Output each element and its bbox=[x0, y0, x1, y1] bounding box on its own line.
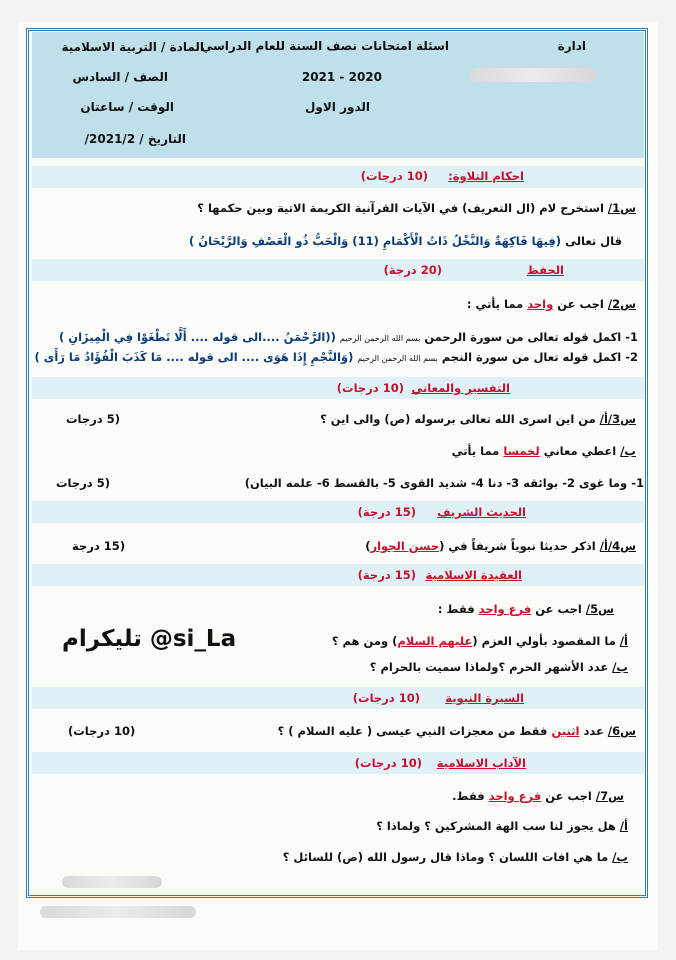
q3-a-marks: (5 درجات bbox=[66, 412, 120, 426]
q6-text-highlight: اثنين bbox=[551, 724, 580, 738]
question-3a bbox=[320, 412, 636, 426]
q1-verse: (فِيهَا فَاكِهَةٌ وَالنَّخْلُ ذَاتُ الْأَكْمَامِ (11) وَالْحَبُّ ذُو الْعَصْفِ وَالرَّيْحَانُ ) bbox=[189, 234, 562, 248]
question-7 bbox=[452, 789, 624, 803]
grade-class: الصف / السادس bbox=[72, 70, 168, 84]
q1-text: استخرج لام (ال التعريف) في الآيات القرآنية الكريمة الاتية وبين حكمها ؟ bbox=[197, 201, 604, 215]
q3-b-number: ب/ bbox=[620, 444, 636, 458]
q5-a-pre: ما المقصود بأولي العزم ( bbox=[472, 634, 616, 648]
section-marks-hadith: (15 درجة) bbox=[357, 505, 416, 519]
question-5 bbox=[438, 602, 614, 616]
q1-number: س1/ bbox=[607, 201, 636, 215]
q2-item2-basmala: بسم الله الرحمن الرحيم bbox=[357, 354, 438, 363]
blurred-footer-1 bbox=[62, 876, 162, 888]
q5-a-number: أ/ bbox=[619, 634, 628, 648]
section-band-tajweed bbox=[32, 166, 644, 188]
q4-text-highlight: حسن الجوار bbox=[370, 539, 440, 553]
section-marks-tajweed: (10 درجات) bbox=[360, 169, 428, 183]
question-2 bbox=[467, 297, 636, 311]
q5-text-highlight: فرع واحد bbox=[478, 602, 532, 616]
q3-b-marks: (5 درجات bbox=[56, 476, 110, 490]
q6-number: س6/ bbox=[607, 724, 636, 738]
q7-text-highlight: فرع واحد bbox=[488, 789, 542, 803]
question-5b bbox=[370, 660, 628, 674]
exam-header bbox=[32, 32, 644, 158]
q5-a-post: ) ومن هم ؟ bbox=[331, 634, 398, 648]
q3-number: س3/أ/ bbox=[599, 412, 636, 426]
section-marks-tafsir: (10 درجات) bbox=[336, 381, 404, 395]
exam-year: 2021 - 2020 bbox=[301, 70, 382, 84]
q3-a-text: من اين اسرى الله تعالى برسوله (ص) والى اين ؟ bbox=[320, 412, 596, 426]
q3-b-pre: اعطي معاني bbox=[543, 444, 617, 458]
blurred-school-name bbox=[470, 68, 596, 82]
section-band-aqeeda bbox=[32, 564, 644, 586]
q7-a-number: أ/ bbox=[619, 819, 628, 833]
q2-item2-verse: (وَالنَّجْمِ إِذَا هَوَى .... الى قوله .... مَا كَذَبَ الْفُؤَادُ مَا رَأَى ) bbox=[34, 350, 354, 364]
q2-item1-basmala: بسم الله الرحمن الرحيم bbox=[339, 334, 421, 343]
section-marks-hifz: (20 درجة) bbox=[383, 263, 442, 277]
q5-a-highlight: عليهم السلام bbox=[397, 634, 473, 648]
q7-text-pre: اجب عن bbox=[545, 789, 592, 803]
question-7b bbox=[283, 850, 628, 864]
q7-text-post: فقط. bbox=[452, 789, 485, 803]
q5-text-post: فقط : bbox=[437, 602, 475, 616]
q5-number: س5/ bbox=[585, 602, 614, 616]
section-title-hadith: الحديث الشريف bbox=[437, 505, 526, 519]
telegram-watermark: تليكرام @si_La bbox=[62, 626, 237, 652]
exam-round: الدور الاول bbox=[304, 100, 370, 114]
q7-number: س7/ bbox=[595, 789, 624, 803]
section-title-hifz: الحفظ bbox=[526, 263, 564, 277]
section-band-hadith bbox=[32, 501, 644, 523]
exam-title: اسئلة امتحانات نصف السنة للعام الدراسي bbox=[200, 39, 449, 53]
q2-number: س2/ bbox=[607, 297, 636, 311]
exam-date: التاريخ / 2021/2/ bbox=[84, 132, 186, 146]
question-1 bbox=[197, 201, 636, 215]
q2-item1-verse: ((الرَّحْمَنُ ....الى قوله .... أَلَّا تَطْغَوْا فِي الْمِيزَانِ ) bbox=[59, 330, 336, 344]
section-title-seera: السيرة النبوية bbox=[445, 691, 524, 705]
q2-text-pre: اجب عن bbox=[557, 297, 604, 311]
section-title-adab: الآداب الاسلامية bbox=[436, 756, 526, 770]
section-band-adab bbox=[32, 752, 644, 774]
q6-marks: (10 درجات) bbox=[68, 724, 136, 738]
q5-b-number: ب/ bbox=[612, 660, 628, 674]
q3-b-post: مما يأتي bbox=[451, 444, 500, 458]
q2-item-2 bbox=[35, 350, 638, 364]
question-5a bbox=[332, 634, 628, 648]
q2-item2-text: 2- اكمل قوله تعال من سورة النجم bbox=[441, 350, 638, 364]
q2-text-highlight: واحد bbox=[527, 297, 554, 311]
section-marks-adab: (10 درجات) bbox=[354, 756, 422, 770]
q4-marks: (15 درجة bbox=[72, 539, 126, 553]
question-3b bbox=[452, 444, 636, 458]
q7-a-text: هل يجوز لنا سب الهة المشركين ؟ ولماذا ؟ bbox=[376, 819, 616, 833]
q5-b-text: عدد الأشهر الحرم ؟ولماذا سميت بالحرام ؟ bbox=[369, 660, 609, 674]
q6-text-pre: عدد bbox=[583, 724, 604, 738]
q7-b-text: ما هي افات اللسان ؟ وماذا قال رسول الله (ص) للسائل ؟ bbox=[282, 850, 609, 864]
q2-item-1 bbox=[59, 330, 638, 344]
question-4 bbox=[365, 539, 636, 553]
subject-label: المادة / التربية الاسلامية bbox=[61, 40, 204, 54]
q4-text-pre: اذكر حديثا نبوياً شريفاً في ( bbox=[439, 539, 596, 553]
section-marks-seera: (10 درجات) bbox=[352, 691, 420, 705]
admin-label: ادارة bbox=[557, 39, 586, 53]
q2-text-post: مما يأتي : bbox=[466, 297, 524, 311]
q3-b-words: 1- وما غوى 2- بوائقه 3- دنا 4- شديد القوى 5- بالقسط 6- علمه البيان) bbox=[244, 476, 644, 490]
section-band-seera bbox=[32, 687, 644, 709]
q2-item1-text: 1- اكمل قوله تعالى من سورة الرحمن bbox=[424, 330, 638, 344]
exam-time: الوقت / ساعتان bbox=[80, 100, 174, 114]
q6-text-post: فقط من معجزات النبي عيسى ( عليه السلام ) ؟ bbox=[277, 724, 548, 738]
q1-verse-intro: قال تعالى bbox=[565, 234, 622, 248]
q4-text-post: ) bbox=[365, 539, 371, 553]
section-title-aqeeda: العقيدة الاسلامية bbox=[425, 568, 522, 582]
q3-b-highlight: لخمسا bbox=[503, 444, 540, 458]
q7-b-number: ب/ bbox=[612, 850, 628, 864]
question-7a bbox=[376, 819, 628, 833]
q4-number: س4/أ/ bbox=[599, 539, 636, 553]
q1-verse-line bbox=[189, 234, 622, 248]
blurred-footer-2 bbox=[40, 906, 196, 918]
section-title-tajweed: احكام التلاوة: bbox=[448, 169, 524, 183]
question-6 bbox=[278, 724, 636, 738]
q5-text-pre: اجب عن bbox=[535, 602, 582, 616]
section-title-tafsir: التفسير والمعاني bbox=[411, 381, 510, 395]
section-marks-aqeeda: (15 درجة) bbox=[357, 568, 416, 582]
